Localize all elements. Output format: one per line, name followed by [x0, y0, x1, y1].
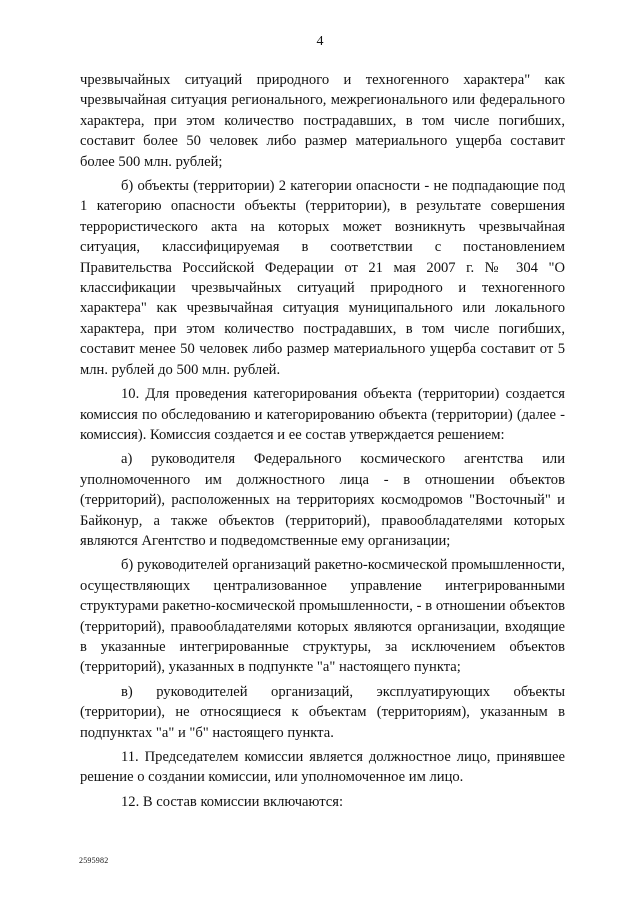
- paragraph-11: 11. Председателем комиссии является должностное лицо, принявшее решение о создании комиссии, или уполномоченное им лицо.: [80, 749, 565, 786]
- document-body: [80, 70, 565, 816]
- paragraph-10-v: в) руководителей организаций, эксплуатирующих объекты (территории), не относящиеся к объектам (территориям), указанным в подпунктах "а" и "б" настоящего пункта.: [80, 683, 565, 741]
- page-number: 4: [316, 34, 324, 49]
- paragraph-10-b: б) руководителей организаций ракетно-космической промышленности, осуществляющих централизованное управление интегрированными структурами ракетно-космической промышленности, - в отношении объектов (территорий), правообладателями которых являются организации, входящие в указанные интегрированные структуры, за исключением объектов (территорий), указанных в подпункте "а" настоящего пункта;: [80, 557, 565, 676]
- paragraph-12: 12. В состав комиссии включаются:: [121, 793, 344, 810]
- document-code: 2595982: [79, 856, 109, 865]
- paragraph-10-a: а) руководителя Федерального космического агентства или уполномоченного им должностного лица - в отношении объектов (территорий), расположенных на территориях космодромов "Восточный" и Байконур, а также объектов (территорий), правообладателями которых являются Агентство и подведомственные ему организации;: [80, 451, 565, 549]
- paragraph-b-category-2: б) объекты (территории) 2 категории опасности - не подпадающие под 1 категорию опасности объекты (территории), в результате совершения террористического акта на которых может возникнуть чрезвычайная ситуация, классифицируемая в соответствии с постановлением Правительства Российской Федерации от 21 мая 2007 г. № 304 "О классификации чрезвычайных ситуаций природного и техногенного характера" как чрезвычайная ситуация муниципального или локального характера, при этом количество пострадавших, в том числе погибших, составит менее 50 человек либо размер материального ущерба составит от 5 млн. рублей до 500 млн. рублей.: [80, 178, 565, 378]
- paragraph-continuation: чрезвычайных ситуаций природного и техногенного характера" как чрезвычайная ситуация регионального, межрегионального или федерального характера, при этом количество пострадавших, в том числе погибших, составит более 50 человек либо размер материального ущерба составит более 500 млн. рублей;: [80, 72, 565, 170]
- paragraph-10: 10. Для проведения категорирования объекта (территории) создается комиссия по обследованию и категорированию объекта (территории) (далее - комиссия). Комиссия создается и ее состав утверждается решением:: [80, 386, 565, 443]
